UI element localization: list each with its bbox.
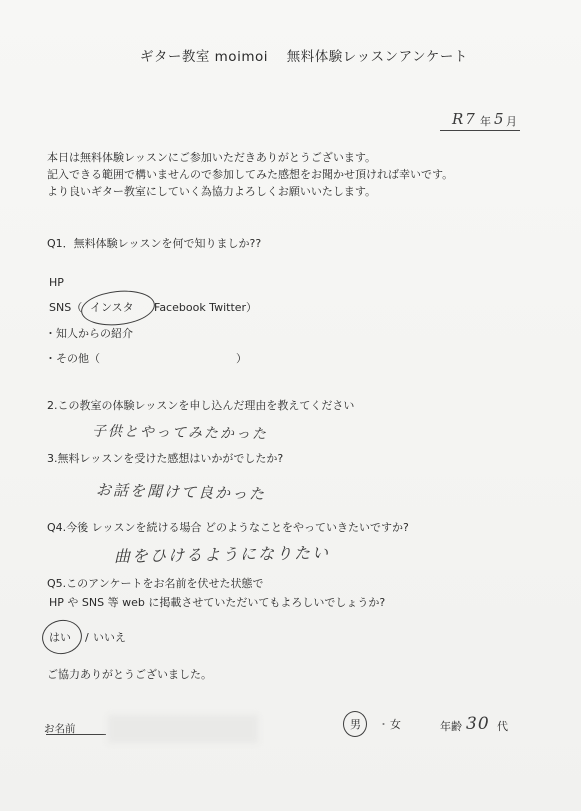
date-field [440, 112, 520, 132]
q4-handwritten-answer: 曲をひけるようになりたい [113, 543, 331, 566]
age-label: 年齢 [440, 720, 462, 733]
q3-question: 3.無料レッスンを受けた感想はいかがでしたか? [47, 452, 284, 465]
q4-question: Q4.今後 レッスンを続ける場合 どのようなことをやっていきたいですか? [47, 521, 409, 534]
q5-question-line-2: HP や SNS 等 web に掲載させていただいてもよろしいでしょうか? [49, 596, 386, 609]
q5-question-line-1: Q5.このアンケートをお名前を伏せた状態で [47, 577, 264, 590]
intro-line-3: より良いギター教室にしていく為協力よろしくお願いいたします。 [47, 185, 377, 198]
q1-option-other: ・その他（ [45, 352, 100, 365]
q1-option-referral: ・知人からの紹介 [45, 327, 133, 340]
intro-line-1: 本日は無料体験レッスンにご参加いただきありがとうございます。 [47, 151, 377, 164]
q1-question: Q1．無料体験レッスンを何で知りましか?? [47, 237, 262, 250]
gender-male: 男 [350, 718, 361, 731]
instagram-circle-mark [79, 287, 156, 329]
age-unit: 代 [497, 720, 508, 733]
q5-separator: / [85, 631, 89, 644]
male-circle-mark [343, 711, 367, 737]
date-year-unit: 年 [480, 115, 491, 128]
redacted-name-area [108, 715, 258, 743]
date-year-value: R7 [452, 110, 477, 128]
name-underline [46, 734, 106, 735]
q1-option-other-close: ） [236, 352, 247, 365]
survey-title: ギター教室 moimoi 無料体験レッスンアンケート [140, 49, 468, 65]
yes-circle-mark [39, 617, 84, 657]
q5-option-no: いいえ [93, 631, 126, 644]
q2-handwritten-answer: 子供とやってみたかった [91, 423, 269, 443]
date-month-unit: 月 [506, 115, 517, 128]
age-handwritten-value: 30 [466, 714, 490, 734]
q1-option-sns-rest: Facebook Twitter） [154, 301, 258, 314]
q1-option-instagram: インスタ [90, 301, 134, 314]
q1-option-sns-prefix: SNS（ [49, 301, 83, 314]
closing-message: ご協力ありがとうございました。 [47, 668, 212, 681]
intro-line-2: 記入できる範囲で構いませんので参加してみた感想をお聞かせ頂ければ幸いです。 [47, 168, 454, 181]
gender-female: 女 [390, 718, 401, 731]
gender-separator: ・ [378, 718, 389, 731]
q5-option-yes: はい [49, 631, 71, 644]
q3-handwritten-answer: お話を聞けて良かった [95, 480, 267, 504]
q2-question: 2.この教室の体験レッスンを申し込んだ理由を教えてください [47, 399, 355, 412]
q1-option-hp: HP [49, 276, 64, 289]
date-month-value: 5 [494, 110, 506, 128]
name-label: お名前 [44, 723, 76, 735]
